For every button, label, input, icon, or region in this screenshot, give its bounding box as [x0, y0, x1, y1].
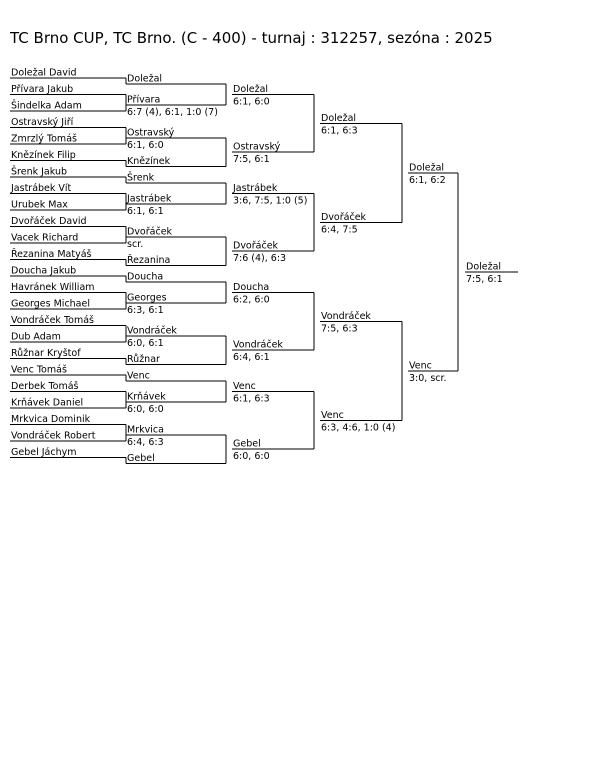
match-score: 7:5, 6:3	[321, 323, 358, 335]
winner-name: Dvořáček	[321, 211, 367, 223]
match-score: 7:5, 6:1	[233, 154, 270, 166]
winner-name: Jastrábek	[233, 182, 278, 194]
winner-name: Vondráček	[233, 339, 283, 351]
player-name: Gebel Jáchym	[11, 447, 77, 458]
player-name: Vondráček Robert	[11, 430, 96, 442]
player-name: Vacek Richard	[11, 232, 79, 244]
winner-name: Venc	[409, 360, 432, 372]
winner-name: Knězínek	[127, 156, 171, 167]
player-name: Doucha Jakub	[11, 265, 77, 277]
player-name: Vondráček Tomáš	[11, 315, 94, 326]
player-name: Venc Tomáš	[11, 364, 67, 376]
player-name: Krňávek Daniel	[11, 397, 84, 409]
player-name: Georges Michael	[11, 298, 90, 310]
winner-name: Doucha	[127, 271, 164, 283]
winner-name: Doležal	[409, 162, 445, 174]
player-name: Zmrzlý Tomáš	[11, 133, 77, 145]
match-score: 6:3, 6:1	[127, 304, 164, 316]
winner-name: Doležal	[321, 112, 357, 124]
match-score: 6:1, 6:2	[409, 174, 446, 186]
player-name: Mrkvica Dominik	[11, 414, 91, 425]
match-score: 6:1, 6:1	[127, 205, 164, 217]
player-name: Dvořáček David	[11, 216, 87, 227]
winner-name: Venc	[127, 370, 150, 382]
winner-name: Mrkvica	[127, 424, 164, 436]
match-score: scr.	[127, 238, 144, 250]
match-score: 6:1, 6:3	[321, 125, 358, 137]
match-score: 7:5, 6:1	[466, 273, 503, 285]
player-name: Dub Adam	[11, 331, 61, 343]
match-score: 6:4, 6:1	[233, 352, 270, 364]
winner-name: Doležal	[233, 83, 269, 95]
winner-name: Vondráček	[321, 310, 371, 322]
winner-name: Gebel	[233, 438, 261, 450]
winner-name: Krňávek	[127, 391, 166, 403]
match-score: 3:0, scr.	[409, 372, 447, 384]
winner-name: Ostravský	[127, 127, 175, 139]
winner-name: Růžnar	[127, 354, 160, 365]
winner-name: Vondráček	[127, 325, 177, 337]
winner-name: Dvořáček	[127, 226, 173, 238]
winner-name: Dvořáček	[233, 240, 279, 252]
winner-name: Přívara	[127, 94, 161, 106]
match-score: 6:7 (4), 6:1, 1:0 (7)	[127, 106, 218, 118]
player-name: Ostravský Jiří	[11, 117, 74, 128]
winner-name: Gebel	[127, 453, 155, 464]
winner-name: Doležal	[466, 261, 502, 273]
player-name: Šrenk Jakub	[11, 166, 67, 178]
player-name: Řezanina Matyáš	[11, 249, 92, 260]
winner-name: Doucha	[233, 281, 270, 293]
page-title: TC Brno CUP, TC Brno. (C - 400) - turnaj : 312257, sezóna : 2025	[10, 29, 493, 47]
match-score: 7:6 (4), 6:3	[233, 253, 287, 265]
winner-name: Doležal	[127, 73, 163, 85]
player-name: Šindelka Adam	[11, 100, 82, 112]
player-name: Knězínek Filip	[11, 150, 76, 161]
player-name: Urubek Max	[11, 199, 68, 211]
player-name: Havránek William	[11, 282, 95, 293]
player-name: Doležal David	[11, 67, 77, 79]
winner-name: Georges	[127, 292, 167, 304]
player-name: Přívara Jakub	[11, 84, 74, 95]
match-score: 6:4, 6:3	[127, 436, 164, 448]
match-score: 6:0, 6:0	[127, 403, 164, 415]
match-score: 6:4, 7:5	[321, 224, 358, 236]
winner-name: Ostravský	[233, 141, 281, 153]
match-score: 6:1, 6:0	[233, 96, 270, 108]
player-name: Růžnar Kryštof	[11, 348, 81, 359]
match-score: 6:0, 6:1	[127, 337, 164, 349]
winner-name: Venc	[233, 380, 256, 392]
match-score: 6:3, 4:6, 1:0 (4)	[321, 422, 396, 434]
winner-name: Řezanina	[127, 255, 171, 266]
winner-name: Šrenk	[127, 172, 155, 184]
match-score: 6:1, 6:0	[127, 139, 164, 151]
winner-name: Venc	[321, 409, 344, 421]
player-name: Derbek Tomáš	[11, 381, 79, 392]
match-score: 6:1, 6:3	[233, 393, 270, 405]
player-name: Jastrábek Vít	[11, 183, 72, 194]
match-score: 3:6, 7:5, 1:0 (5)	[233, 195, 308, 207]
winner-name: Jastrábek	[127, 193, 172, 205]
match-score: 6:0, 6:0	[233, 451, 270, 463]
match-score: 6:2, 6:0	[233, 294, 270, 306]
